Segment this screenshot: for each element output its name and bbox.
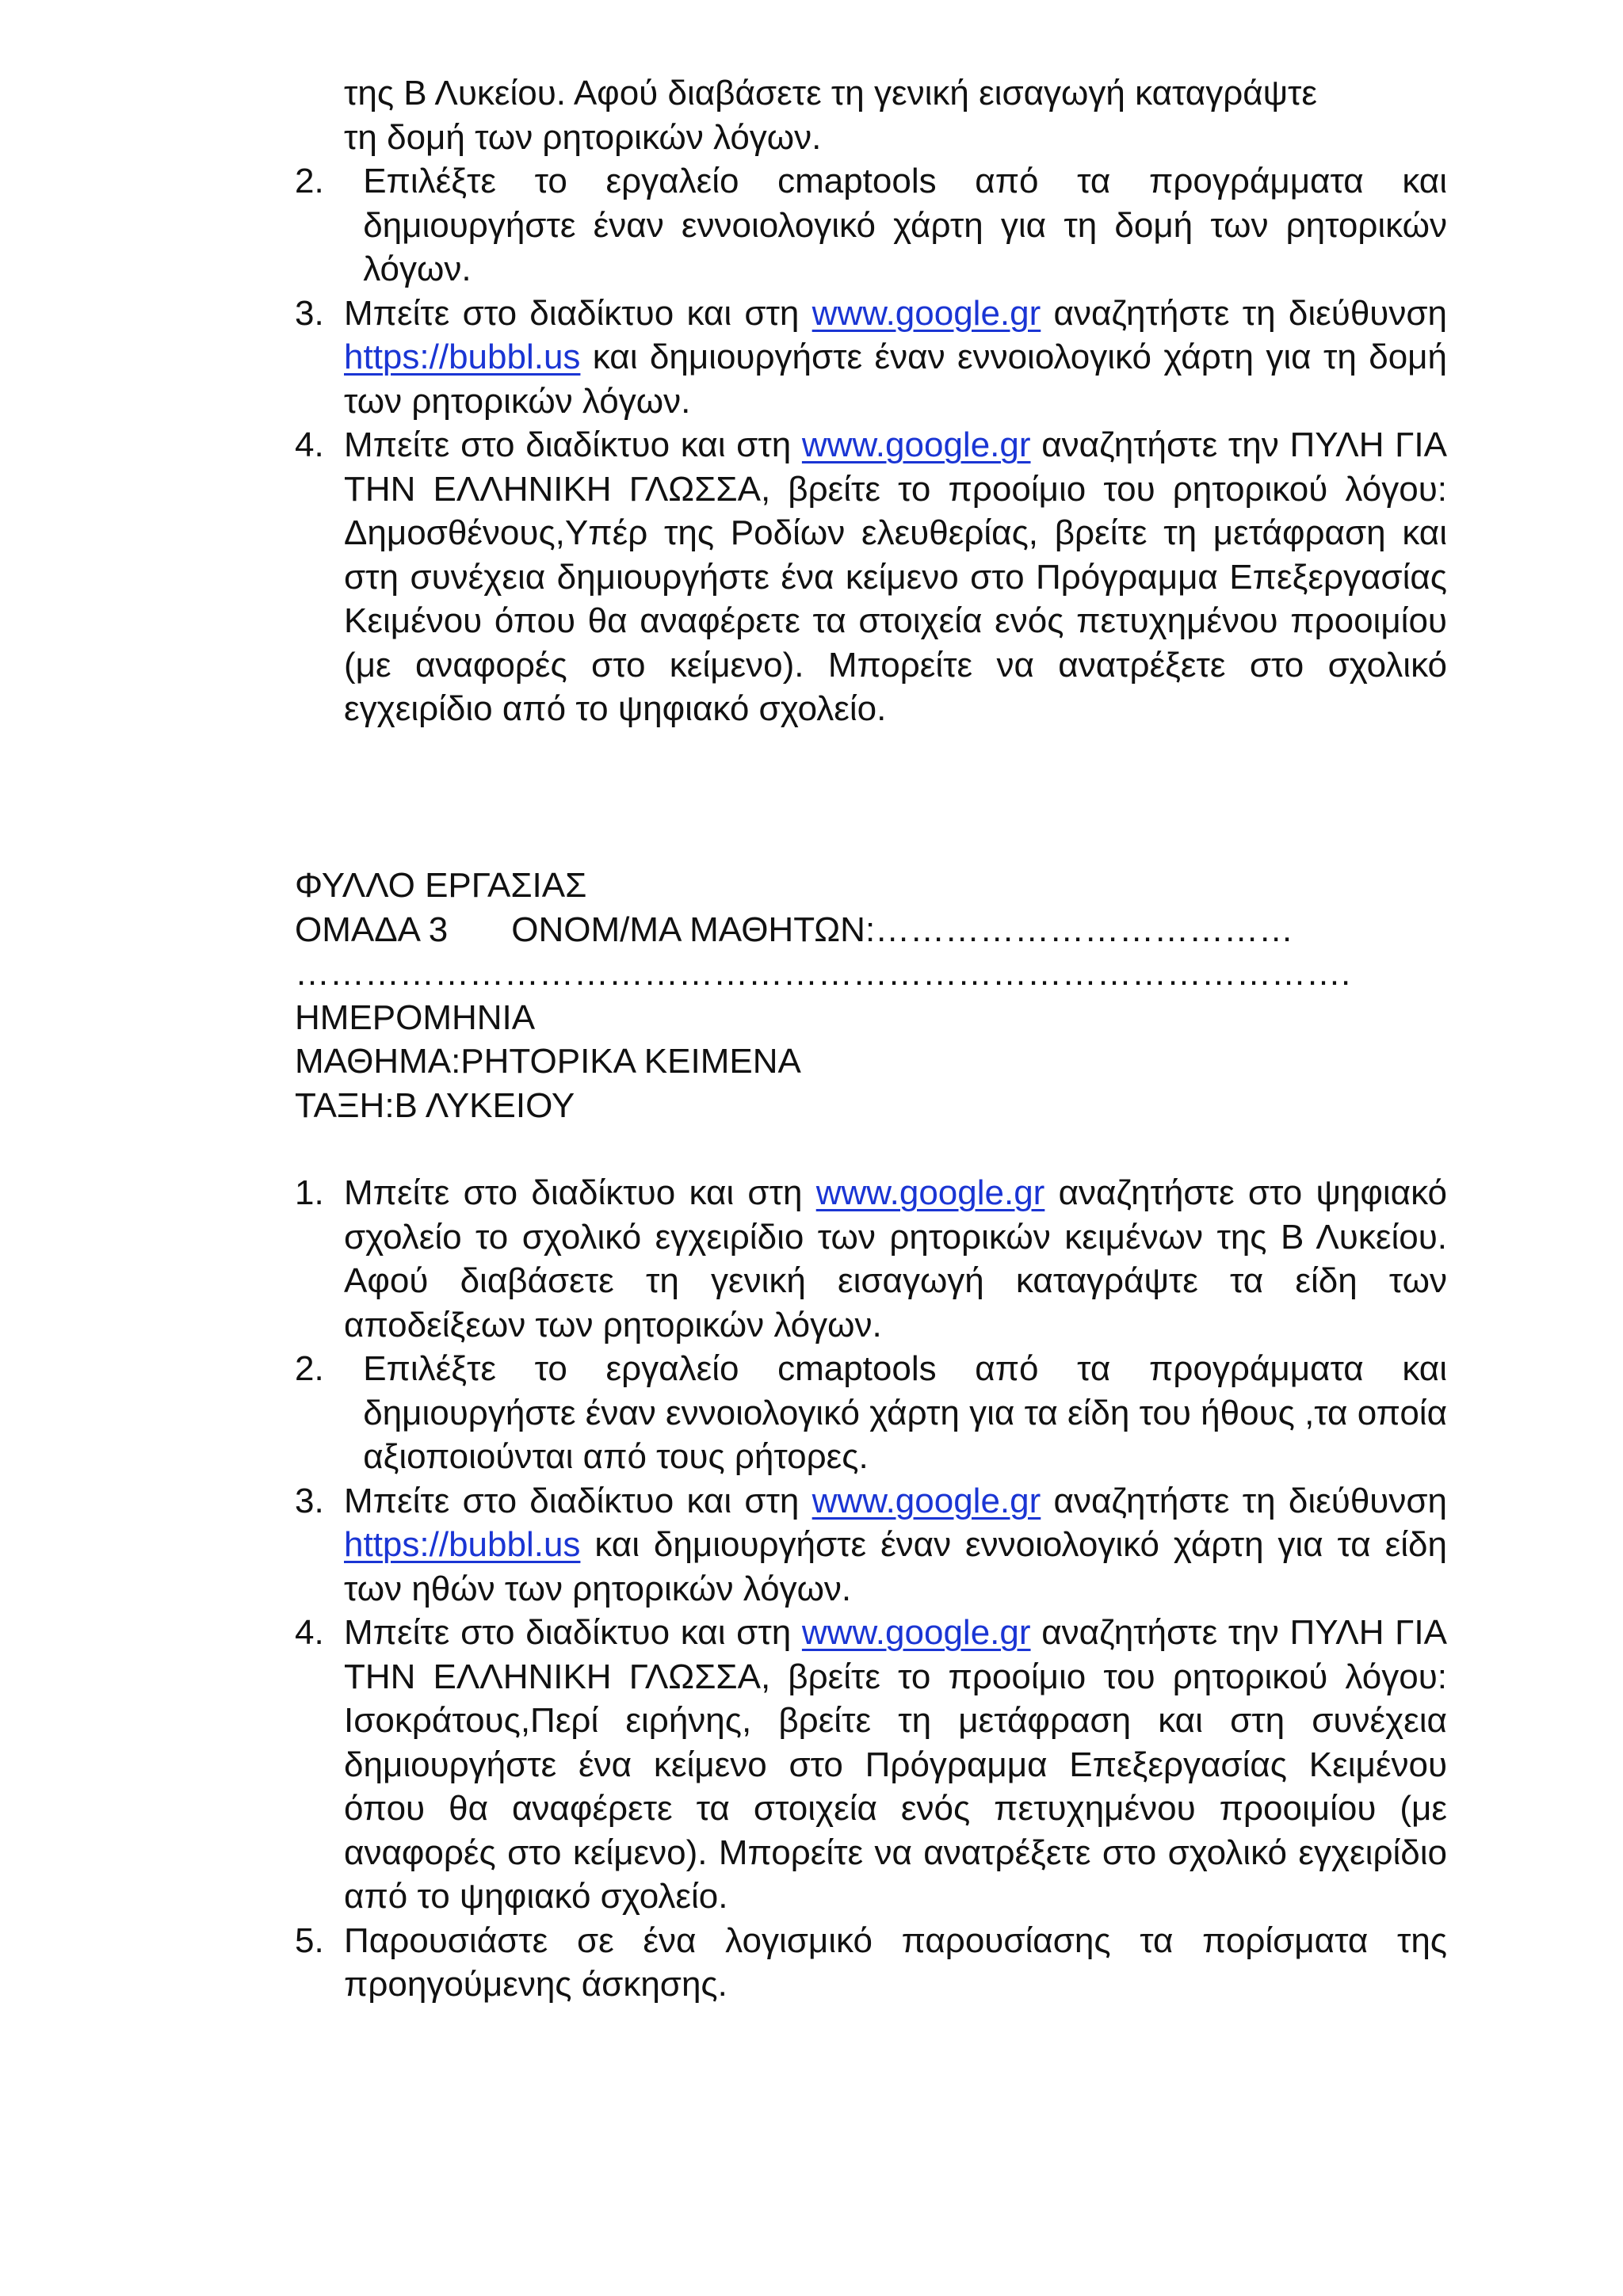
subject-label: ΜΑΘΗΜΑ:ΡΗΤΟΡΙΚΑ ΚΕΙΜΕΝΑ [295, 1042, 801, 1081]
item-text-part: αναζητήστε τη διεύθυνση [1041, 1481, 1447, 1520]
list-item [295, 1611, 1447, 1919]
item-number: 4. [295, 425, 324, 464]
group-line [295, 908, 1447, 952]
item-number: 3. [295, 1481, 324, 1520]
names-dots-line: ………………………………………………………………………………. [295, 954, 1351, 993]
worksheet-title: ΦΥΛΛΟ ΕΡΓΑΣΙΑΣ [295, 866, 587, 905]
list-item [295, 1171, 1447, 1347]
google-link[interactable]: www.google.gr [801, 1613, 1031, 1652]
item-text [344, 1611, 1447, 1919]
item-number: 4. [295, 1613, 324, 1652]
item-text: Επιλέξτε το εργαλείο cmaptools από τα προγράμματα και δημιουργήστε έναν εννοιολογικό χάρτη για τη δομή των ρητορικών λόγων. [363, 162, 1447, 288]
item-text-part: και δημιουργήστε έναν εννοιολογικό χάρτη για τα είδη των ηθών των ρητορικών λόγων. [344, 1525, 1447, 1608]
bubbl-link[interactable]: https://bubbl.us [344, 1525, 581, 1564]
item-number: 2. [295, 162, 324, 200]
item-text [344, 292, 1447, 424]
item-text: Παρουσιάστε σε ένα λογισμικό παρουσίασης τα πορίσματα της προηγούμενης άσκησης. [344, 1920, 1447, 2004]
item-text-part: Μπείτε στο διαδίκτυο και στη [344, 1613, 802, 1652]
continuation-line-1: της Β Λυκείου. Αφού διαβάσετε τη γενική εισαγωγή καταγράψτε [344, 74, 1318, 113]
continuation-line-2: τη δομή των ρητορικών λόγων. [344, 117, 822, 157]
item-text-part: αναζητήστε τη διεύθυνση [1041, 293, 1447, 333]
google-link[interactable]: www.google.gr [812, 293, 1041, 333]
google-link[interactable]: www.google.gr [815, 1173, 1045, 1212]
date-label: ΗΜΕΡΟΜΗΝΙΑ [295, 997, 536, 1037]
item-text-part: Μπείτε στο διαδίκτυο και στη [344, 1481, 812, 1520]
item-text [344, 1479, 1447, 1611]
item-number: 5. [295, 1920, 324, 1960]
item-text: Επιλέξτε το εργαλείο cmaptools από τα προγράμματα και δημιουργήστε έναν εννοιολογικό χάρτη για τα είδη του ήθους ,τα οποία αξιοποιούνται από τους ρήτορες. [363, 1349, 1447, 1476]
item-text [344, 423, 1447, 731]
item-text [344, 1171, 1447, 1347]
worksheet-header [295, 864, 1447, 1127]
bottom-section [295, 1171, 1447, 2007]
item-text-part: Μπείτε στο διαδίκτυο και στη [344, 293, 812, 333]
item-text-part: αναζητήστε την ΠΥΛΗ ΓΙΑ ΤΗΝ ΕΛΛΗΝΙΚΗ ΓΛΩΣΣΑ, βρείτε το προοίμιο του ρητορικού λόγου: Δημοσθένους,Υπέρ της Ροδίων ελευθερίας, βρείτε τη μετάφραση και στη συνέχεια δημιουργήστε ένα κείμενο στο Πρόγραμμα Επεξεργασίας Κειμένου όπου θα αναφέρετε τα στοιχεία ενός πετυχημένου προοιμίου (με αναφορές στο κείμενο). Μπορείτε να ανατρέξετε στο σχολικό εγχειρίδιο από το ψηφιακό σχολείο. [344, 425, 1447, 728]
item-text-part: και δημιουργήστε έναν εννοιολογικό χάρτη για τη δομή των ρητορικών λόγων. [344, 338, 1447, 421]
google-link[interactable]: www.google.gr [812, 1481, 1041, 1520]
class-label: ΤΑΞΗ:Β ΛΥΚΕΙΟΥ [295, 1085, 575, 1125]
student-names-label: ΟΝΟΜ/ΜΑ ΜΑΘΗΤΩΝ:……………………………… [511, 910, 1294, 949]
item-text-part: Μπείτε στο διαδίκτυο και στη [344, 1173, 816, 1212]
top-section [295, 71, 1447, 731]
item-text-part: Μπείτε στο διαδίκτυο και στη [344, 425, 802, 464]
bubbl-link[interactable]: https://bubbl.us [344, 338, 581, 376]
item-text-part: αναζητήστε στο ψηφιακό σχολείο το σχολικό εγχειρίδιο των ρητορικών κειμένων της Β Λυκείου. Αφού διαβάσετε τη γενική εισαγωγή καταγράψτε τα είδη των αποδείξεων των ρητορικών λόγων. [344, 1173, 1447, 1344]
item-number: 3. [295, 293, 324, 333]
list-item [295, 1919, 1447, 2007]
item-number: 1. [295, 1173, 324, 1212]
item-number: 2. [295, 1349, 324, 1388]
list-item [295, 292, 1447, 424]
list-item [295, 159, 1447, 292]
google-link[interactable]: www.google.gr [801, 425, 1031, 464]
list-item [295, 1347, 1447, 1479]
group-label: ΟΜΑΔΑ 3 [295, 910, 449, 949]
item-text-part: αναζητήστε την ΠΥΛΗ ΓΙΑ ΤΗΝ ΕΛΛΗΝΙΚΗ ΓΛΩΣΣΑ, βρείτε το προοίμιο του ρητορικού λόγου: Ισοκράτους,Περί ειρήνης, βρείτε τη μετάφραση και στη συνέχεια δημιουργήστε ένα κείμενο στο Πρόγραμμα Επεξεργασίας Κειμένου όπου θα αναφέρετε τα στοιχεία ενός πετυχημένου προοιμίου (με αναφορές στο κείμενο). Μπορείτε να ανατρέξετε στο σχολικό εγχειρίδιο από το ψηφιακό σχολείο. [344, 1613, 1447, 1916]
list-item [295, 1479, 1447, 1611]
list-item [295, 423, 1447, 731]
